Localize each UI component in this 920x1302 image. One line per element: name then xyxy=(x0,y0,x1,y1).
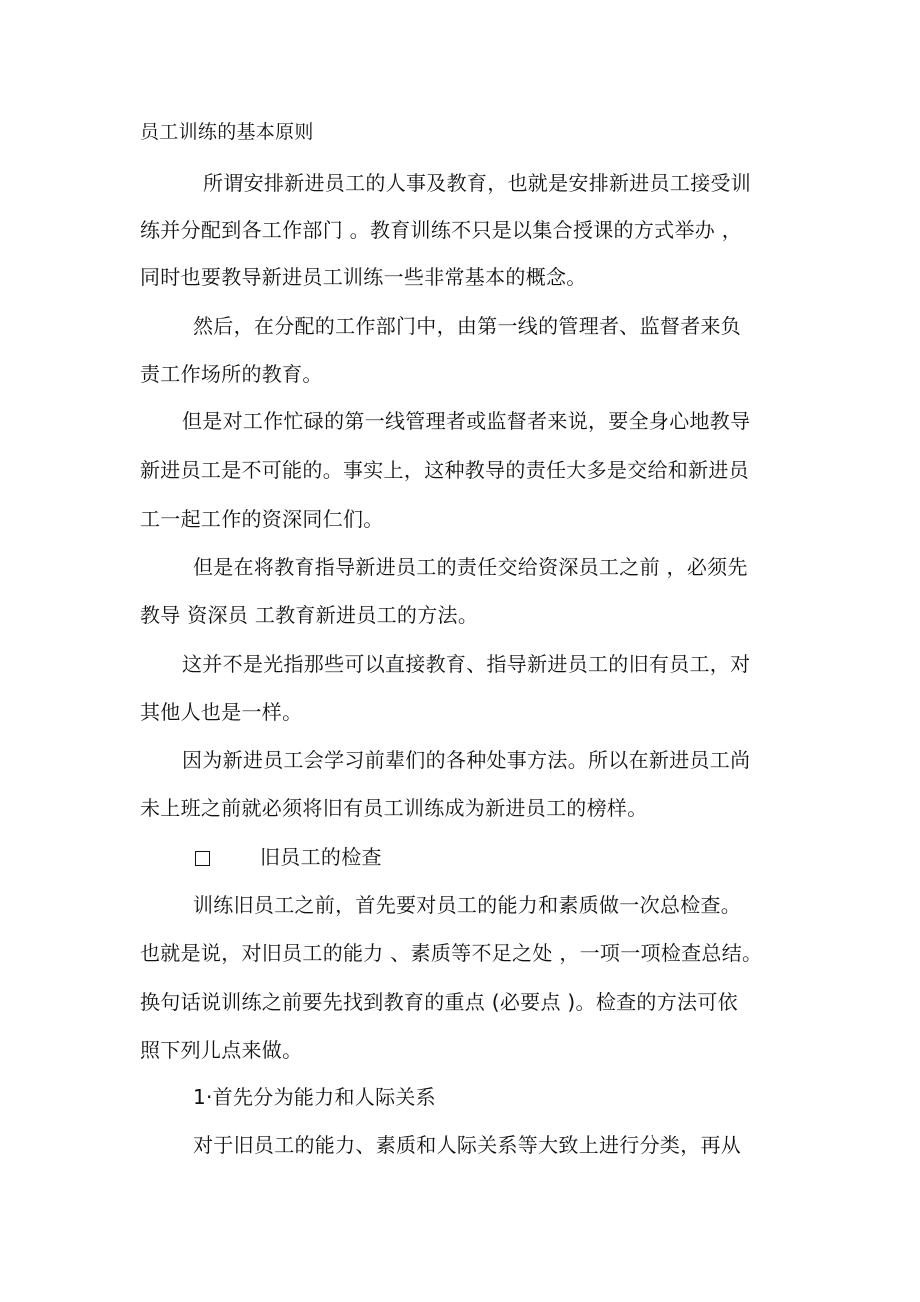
paragraph-line: 照下列儿点来做。 xyxy=(140,1038,303,1062)
paragraph-line: 换句话说训练之前要先找到教育的重点 (必要点 )。检查的方法可依 xyxy=(140,990,738,1014)
document-title: 员工训练的基本原则 xyxy=(140,121,314,143)
paragraph-line: 训练旧员工之前，首先要对员工的能力和素质做一次总检查。 xyxy=(193,893,742,917)
section-heading-text: 旧员工的检查 xyxy=(260,845,382,869)
paragraph-line: 这并不是光指那些可以直接教育、指导新进员工的旧有员工，对 xyxy=(182,652,751,676)
paragraph-line: 教导 资深员 工教育新进员工的方法。 xyxy=(140,603,479,627)
paragraph-line: 新进员工是不可能的。事实上，这种教导的责任大多是交给和新进员 xyxy=(140,458,749,482)
paragraph-line: 但是对工作忙碌的第一线管理者或监督者来说，要全身心地教导 xyxy=(182,409,751,433)
paragraph-line: 但是在将教育指导新进员工的责任交给资深员工之前 ，必须先 xyxy=(193,555,748,579)
subheading: 1·首先分为能力和人际关系 xyxy=(193,1085,436,1109)
paragraph-line: 对于旧员工的能力、素质和人际关系等大致上进行分类，再从 xyxy=(193,1133,742,1157)
paragraph-line: 责工作场所的教育。 xyxy=(140,362,323,386)
paragraph-line: 未上班之前就必须将旧有员工训练成为新进员工的榜样。 xyxy=(140,796,648,820)
paragraph-line: 练并分配到各工作部门 。教育训练不只是以集合授课的方式举办 ， xyxy=(140,218,743,242)
section-heading xyxy=(195,845,382,869)
checkbox-icon xyxy=(195,851,210,866)
paragraph-line: 工一起工作的资深同仁们。 xyxy=(140,507,384,531)
paragraph-line: 然后，在分配的工作部门中，由第一线的管理者、监督者来负 xyxy=(193,314,742,338)
paragraph-line: 因为新进员工会学习前辈们的各种处事方法。所以在新进员工尚 xyxy=(182,748,751,772)
paragraph-line: 也就是说，对旧员工的能力 、素质等不足之处 ，一项一项检查总结。 xyxy=(140,941,763,965)
paragraph-line: 所谓安排新进员工的人事及教育，也就是安排新进员工接受训 xyxy=(203,171,752,195)
paragraph-line: 同时也要教导新进员工训练一些非常基本的概念。 xyxy=(140,265,587,289)
paragraph-line: 其他人也是一样。 xyxy=(140,700,303,724)
